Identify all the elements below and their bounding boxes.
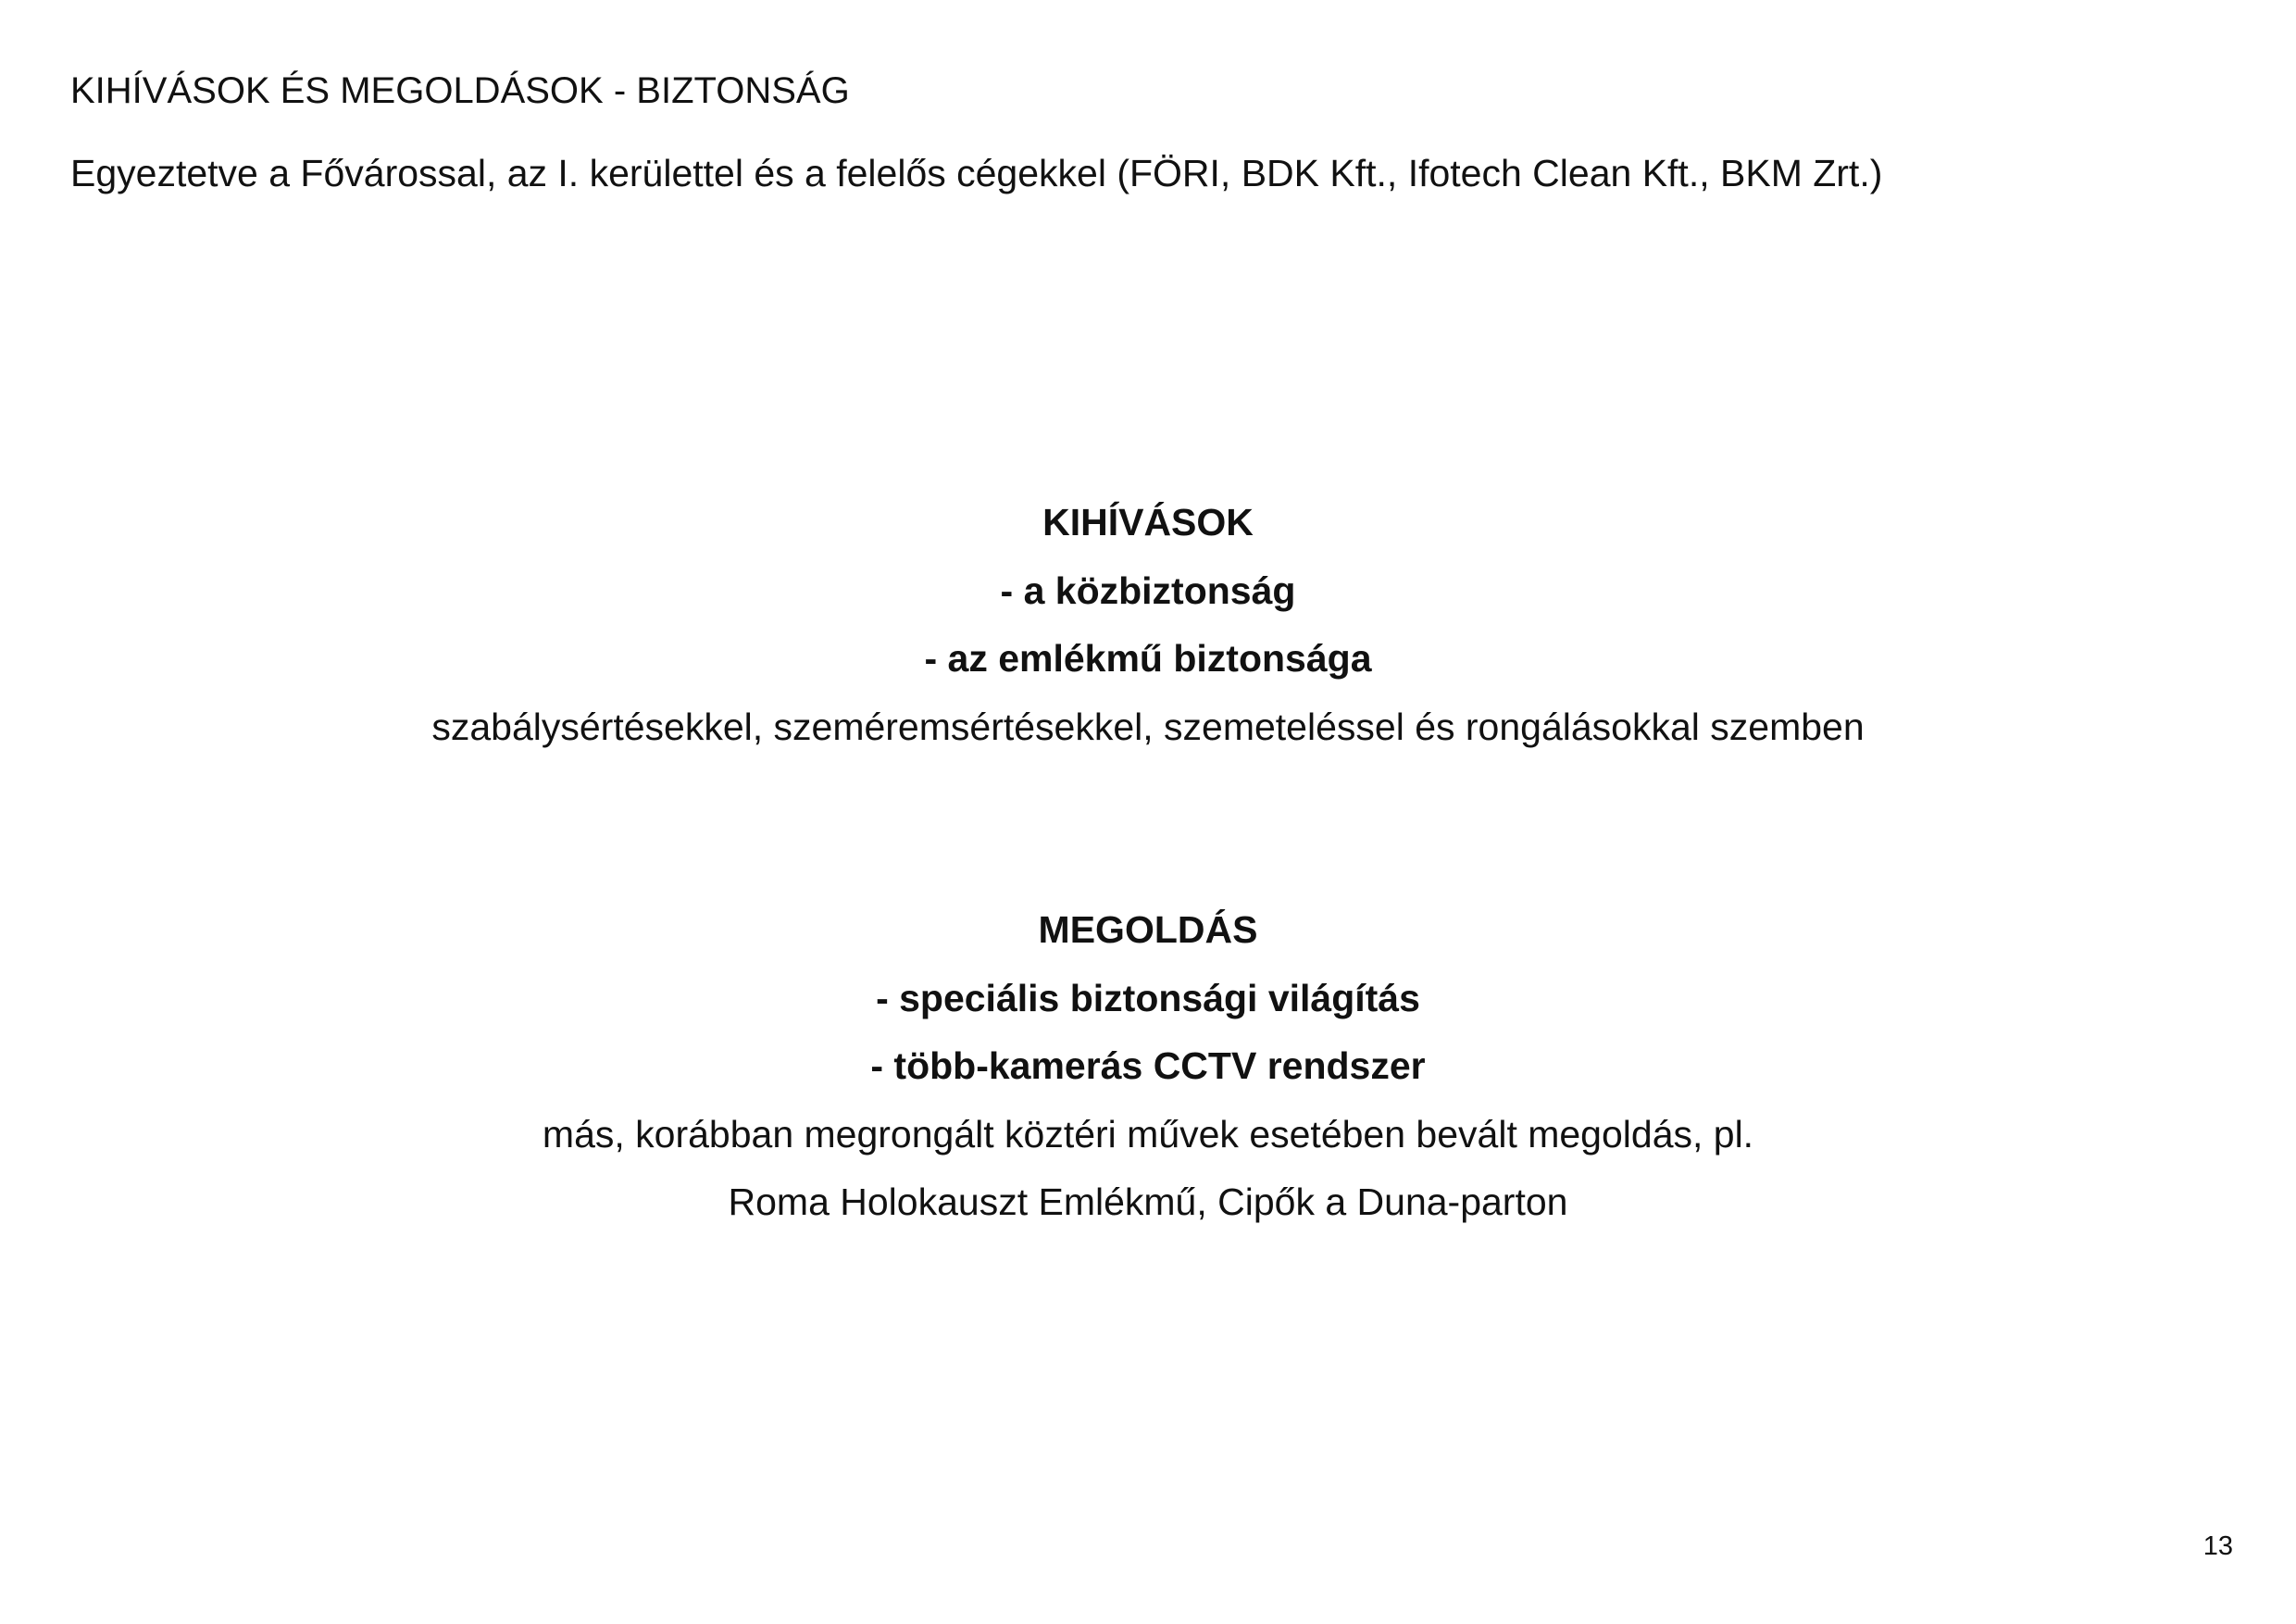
solution-section: [0, 896, 2296, 1237]
page-number: 13: [2202, 1531, 2233, 1561]
page-title: KIHÍVÁSOK ÉS MEGOLDÁSOK - BIZTONSÁG: [70, 70, 850, 111]
solution-note: más, korábban megrongált köztéri művek esetében bevált megoldás, pl.: [542, 1112, 1754, 1156]
challenges-heading: KIHÍVÁSOK: [1042, 501, 1254, 543]
challenges-note: szabálysértésekkel, szeméremsértésekkel, szemeteléssel és rongálásokkal szemben: [431, 705, 1865, 748]
solution-heading: MEGOLDÁS: [1038, 908, 1258, 951]
page-subtitle: Egyeztetve a Fővárossal, az I. kerülettel és a felelős cégekkel (FÖRI, BDK Kft., Ifotech Clean Kft., BKM Zrt.): [70, 152, 1883, 194]
challenges-section: [0, 489, 2296, 761]
challenge-item: - a közbiztonság: [1000, 568, 1296, 612]
solution-note: Roma Holokauszt Emlékmű, Cipők a Duna-parton: [728, 1181, 1568, 1223]
solution-item: - speciális biztonsági világítás: [876, 976, 1420, 1019]
challenge-item: - az emlékmű biztonsága: [924, 637, 1372, 680]
solution-item: - több-kamerás CCTV rendszer: [870, 1044, 1426, 1087]
